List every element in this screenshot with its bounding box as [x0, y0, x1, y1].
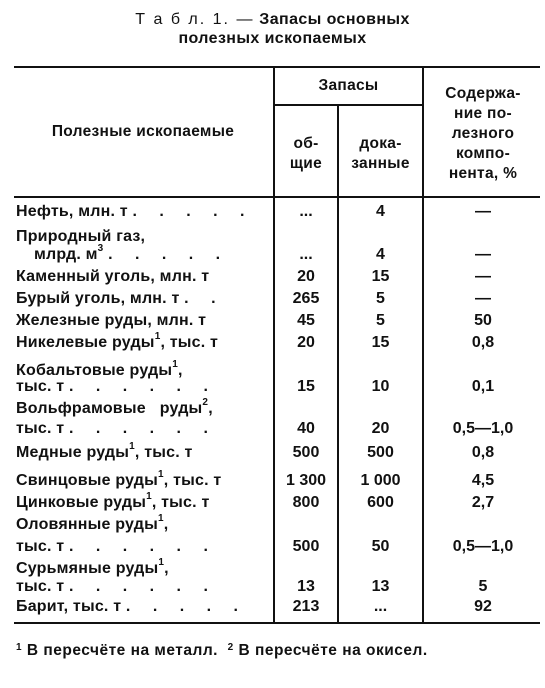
header-content-l3: лезного	[451, 125, 515, 142]
superscript: 1	[172, 359, 179, 370]
cell-total: 800	[292, 494, 320, 511]
cell-total: 500	[292, 444, 320, 461]
cell-proven: 4	[376, 203, 385, 220]
header-total-l1: об-	[293, 135, 319, 152]
cell-content: 0,5—1,0	[452, 538, 514, 555]
header-content-l5: нента, %	[448, 165, 518, 182]
cell-total: 15	[297, 378, 315, 395]
cell-proven: 1 000	[360, 472, 401, 489]
cell-total: ...	[299, 203, 313, 220]
row-name: Кобальтовые руды	[16, 362, 173, 379]
row-leader: . . . . . .	[68, 538, 217, 555]
row-name: Сурьмяные руды	[16, 560, 159, 577]
header-mineral: Полезные ископаемые	[51, 123, 235, 140]
row-leader: . . . . .	[125, 598, 247, 615]
header-total	[275, 134, 337, 174]
superscript: 2	[202, 397, 209, 408]
row-name-tail: , тыс. т	[151, 494, 210, 511]
row-name-tail: , тыс. т	[163, 472, 222, 489]
cell-total: 45	[297, 312, 315, 329]
row-leader: . . . . . .	[68, 420, 217, 437]
header-proven	[339, 134, 422, 174]
row-name-tail: ,	[178, 362, 183, 379]
row-leader: . . . . .	[108, 246, 230, 263]
row-name-cont: тыс. т	[16, 378, 65, 395]
cell-content: 0,1	[471, 378, 495, 395]
cell-content: 4,5	[471, 472, 495, 489]
superscript: 3	[97, 243, 104, 254]
footnote-text-2: В пересчёте на окисел.	[238, 642, 428, 659]
cell-proven: 5	[376, 290, 385, 307]
row-name: Бурый уголь, млн. т	[16, 290, 180, 307]
cell-proven: 4	[376, 246, 385, 263]
table-bottom-rule	[14, 622, 540, 624]
superscript: 1	[129, 441, 135, 452]
table-label: Т а б л. 1. —	[135, 11, 255, 28]
cell-content: 50	[474, 312, 492, 329]
cell-content: 5	[478, 578, 488, 595]
cell-total: 13	[297, 578, 315, 595]
row-name: Никелевые руды	[16, 334, 155, 351]
superscript: 1	[157, 513, 164, 524]
superscript: 1	[158, 469, 164, 480]
row-name: Оловянные руды	[16, 516, 158, 533]
cell-content: 2,7	[471, 494, 495, 511]
header-proven-l2: занные	[351, 155, 410, 172]
cell-proven: 10	[371, 378, 390, 395]
row-name: Цинковые руды	[16, 494, 147, 511]
cell-proven: 15	[371, 334, 390, 351]
title-line-2: полезных ископаемых	[178, 30, 367, 47]
header-reserves: Запасы	[318, 77, 379, 94]
row-name: Медные руды	[16, 444, 130, 461]
row-name: Вольфрамовые руды	[16, 400, 203, 417]
footnote-mark-1: 1	[16, 642, 23, 653]
superscript: 1	[158, 557, 165, 568]
row-leader: . . . . .	[132, 203, 254, 220]
cell-total: 265	[292, 290, 320, 307]
superscript: 1	[146, 491, 152, 502]
cell-proven: 50	[371, 538, 390, 555]
cell-content: —	[475, 246, 491, 263]
cell-content: —	[475, 203, 491, 220]
row-leader: . . . . . .	[68, 578, 217, 595]
cell-content: —	[475, 268, 491, 285]
cell-total: 20	[297, 334, 315, 351]
row-name: Железные руды, млн. т	[16, 312, 207, 329]
cell-content: 92	[474, 598, 492, 615]
cell-proven: 600	[367, 494, 394, 511]
row-name-cont: тыс. т	[16, 420, 65, 437]
row-leader: . . . . . .	[68, 378, 217, 395]
row-name-tail: ,	[163, 516, 169, 533]
cell-proven: 13	[371, 578, 390, 595]
cell-proven: 5	[376, 312, 385, 329]
row-name-tail: , тыс. т	[134, 444, 193, 461]
cell-proven: 20	[371, 420, 390, 437]
row-name-tail: ,	[164, 560, 169, 577]
cell-total: 213	[292, 598, 320, 615]
cell-content: —	[475, 290, 491, 307]
row-name: Барит, тыс. т	[16, 598, 122, 615]
header-total-l2: щие	[289, 155, 323, 172]
title-line-1: Запасы основных	[259, 11, 410, 28]
cell-content: 0,8	[471, 444, 495, 461]
superscript: 1	[154, 331, 161, 342]
header-bottom-rule	[14, 196, 540, 198]
cell-total: 20	[297, 268, 315, 285]
header-proven-l1: дока-	[359, 135, 402, 152]
cell-proven: ...	[373, 598, 388, 615]
row-name: Каменный уголь, млн. т	[16, 268, 210, 285]
cell-proven: 15	[371, 268, 390, 285]
row-name: Природный газ,	[16, 228, 146, 245]
row-name-cont: тыс. т	[16, 578, 65, 595]
row-leader: . .	[184, 290, 225, 307]
row-name-cont: млрд. м	[34, 246, 98, 263]
cell-total: 40	[297, 420, 315, 437]
cell-total: 1 300	[285, 472, 327, 489]
table-title	[0, 10, 545, 48]
row-name-cont: тыс. т	[16, 538, 65, 555]
row-name-tail: , тыс. т	[160, 334, 219, 351]
header-content-l1: Содержа-	[445, 85, 521, 102]
cell-content: 0,5—1,0	[452, 420, 514, 437]
cell-proven: 500	[367, 444, 394, 461]
table-top-rule	[14, 66, 540, 68]
cell-total: ...	[299, 246, 313, 263]
row-name: Свинцовые руды	[16, 472, 159, 489]
footnote-text-1: В пересчёте на металл.	[26, 642, 218, 659]
cell-content: 0,8	[471, 334, 495, 351]
row-name-tail: ,	[208, 400, 213, 417]
reserves-divider	[274, 104, 424, 106]
header-content-l2: ние по-	[454, 105, 512, 122]
header-content-l4: компо-	[455, 145, 511, 162]
cell-total: 500	[292, 538, 320, 555]
row-name: Нефть, млн. т	[16, 203, 128, 220]
footnote	[16, 640, 536, 662]
footnote-mark-2: 2	[227, 642, 234, 653]
header-content	[424, 84, 542, 184]
